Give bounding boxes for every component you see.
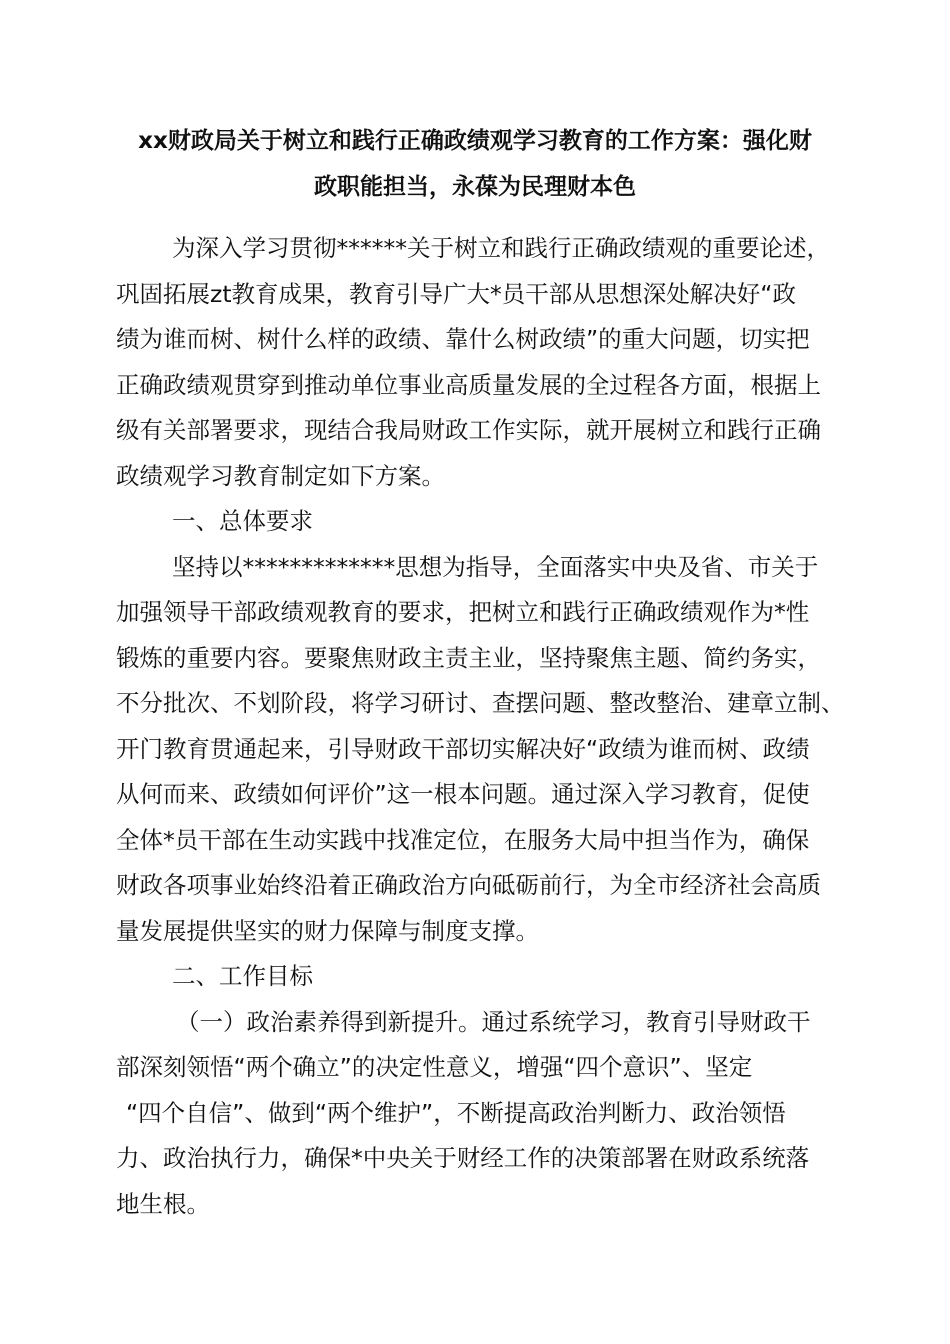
section-2-item-1-line: 力、政治执行力，确保*中央关于财经工作的决策部署在财政系统落 (116, 1144, 810, 1172)
section-1-line: 不分批次、不划阶段，将学习研讨、查摆问题、整改整治、建章立制、 (116, 689, 845, 717)
section-2-item-1 (116, 1000, 846, 1228)
section-1-line: 从何而来、政绩如何评价”这一根本问题。通过深入学习教育，促使 (116, 780, 810, 808)
intro-line: 为深入学习贯彻******关于树立和践行正确政绩观的重要论述， (172, 234, 830, 262)
section-2-item-1-line: 部深刻领悟“两个确立”的决定性意义，增强“四个意识”、坚定 (116, 1053, 753, 1081)
title-line-2: 政职能担当，永葆为民理财本色 (314, 174, 636, 200)
section-2-item-1-line: “四个自信”、做到“两个维护”，不断提高政治判断力、政治领悟 (126, 1098, 786, 1127)
document-body (116, 226, 846, 1227)
intro-line: 政绩观学习教育制定如下方案。 (116, 461, 445, 490)
section-1-line: 开门教育贯通起来，引导财政干部切实解决好“政绩为谁而树、政绩 (116, 734, 810, 763)
document-title (95, 118, 855, 210)
intro-line: 级有关部署要求，现结合我局财政工作实际，就开展树立和践行正确 (116, 416, 821, 444)
section-2-heading: 二、工作目标 (172, 962, 313, 990)
intro-line: 正确政绩观贯穿到推动单位事业高质量发展的全过程各方面，根据上 (116, 370, 821, 399)
section-1-line: 加强领导干部政绩观教育的要求，把树立和践行正确政绩观作为*性 (116, 598, 810, 626)
intro-line: 绩为谁而树、树什么样的政绩、靠什么树政绩”的重大问题，切实把 (116, 325, 810, 353)
section-1-heading: 一、总体要求 (172, 507, 313, 535)
title-line-1: xx财政局关于树立和践行正确政绩观学习教育的工作方案：强化财 (138, 128, 812, 154)
section-1-line: 全体*员干部在生动实践中找准定位，在服务大局中担当作为，确保 (116, 825, 810, 854)
section-1-line: 量发展提供坚实的财力保障与制度支撑。 (116, 916, 539, 945)
intro-line: 巩固拓展zt教育成果，教育引导广大*员干部从思想深处解决好“政 (116, 279, 796, 308)
section-1-line: 财政各项事业始终沿着正确政治方向砥砺前行，为全市经济社会高质 (116, 871, 821, 899)
intro-paragraph (116, 226, 846, 499)
section-1-line: 坚持以*************思想为指导，全面落实中央及省、市关于 (172, 552, 819, 581)
section-2-item-1-line: （一）政治素养得到新提升。通过系统学习，教育引导财政干 (176, 1007, 811, 1036)
section-1-line: 锻炼的重要内容。要聚焦财政主责主业，坚持聚焦主题、简约务实， (116, 643, 821, 672)
section-2-item-1-line: 地生根。 (116, 1189, 210, 1218)
section-1-paragraph (116, 545, 846, 955)
